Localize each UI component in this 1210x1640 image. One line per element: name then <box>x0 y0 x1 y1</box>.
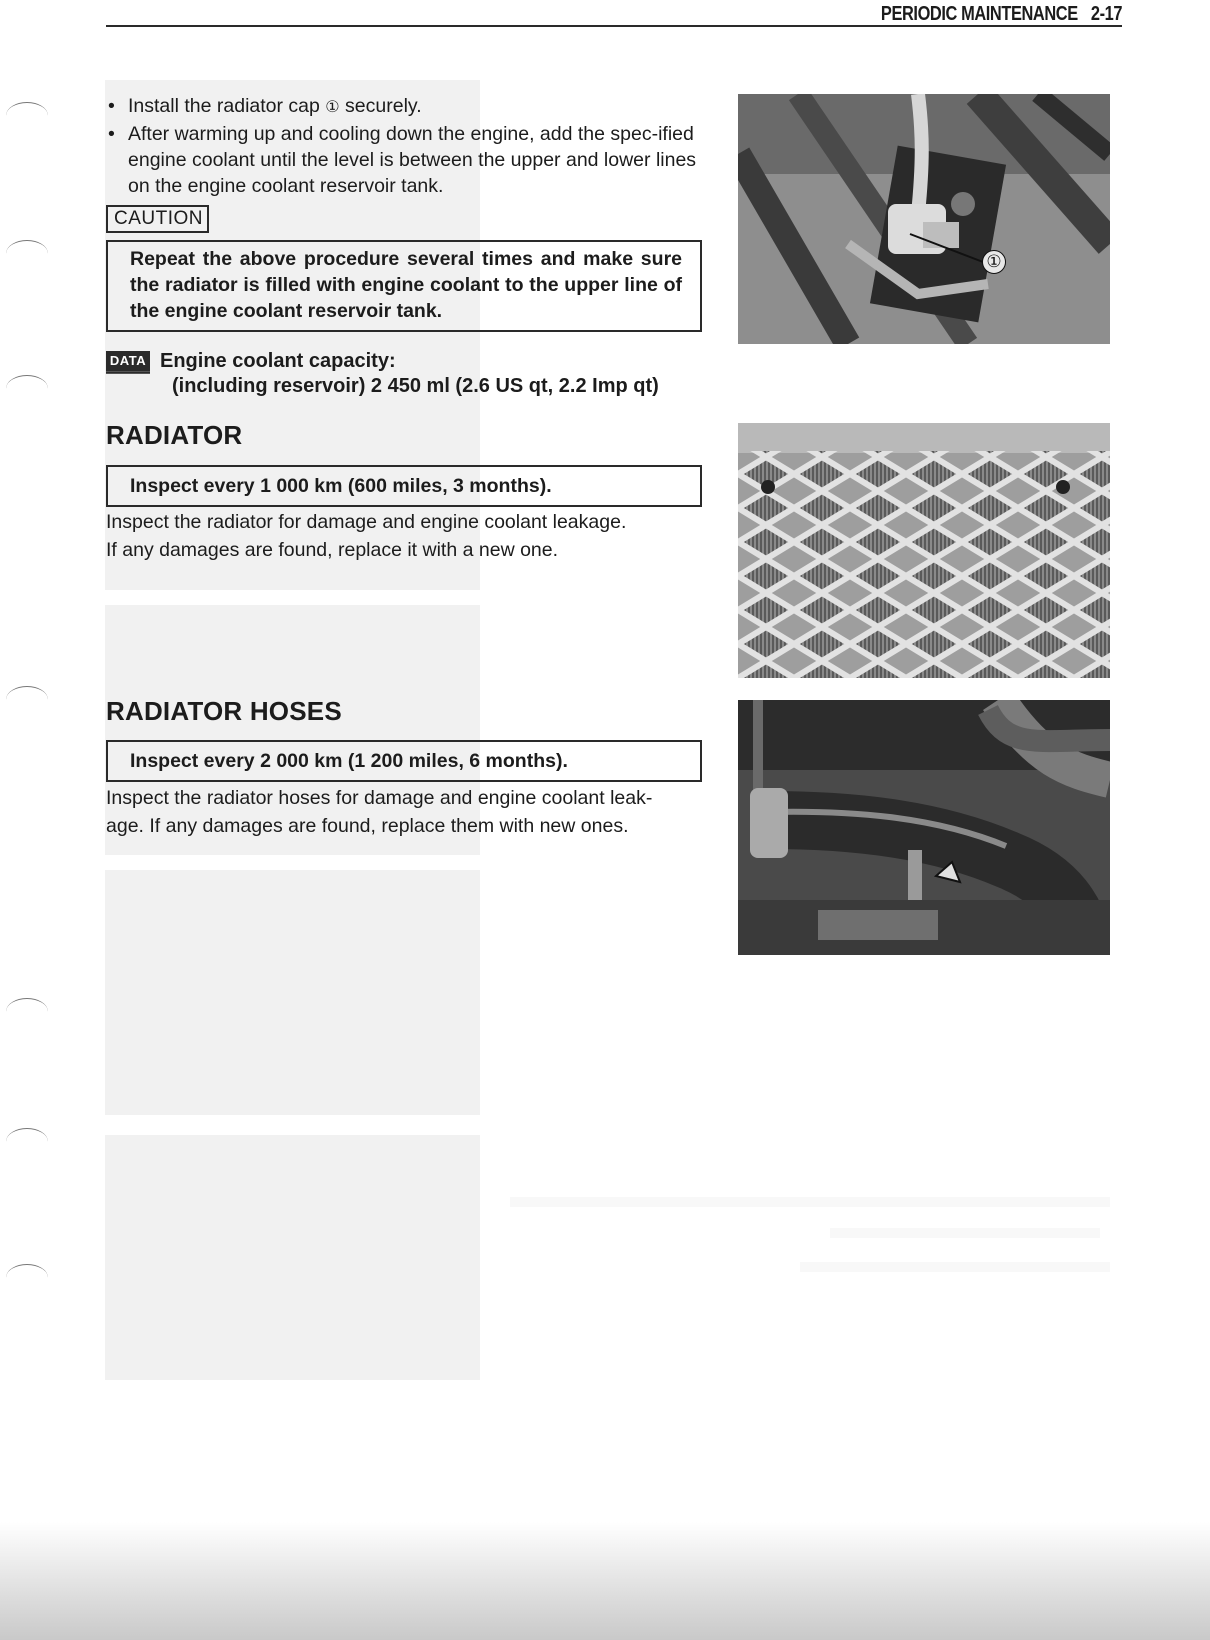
show-through-ghost <box>105 870 480 1115</box>
header-rule <box>106 25 1122 27</box>
binder-hole-mark <box>6 1264 48 1291</box>
binder-hole-mark <box>6 998 48 1025</box>
photo-radiator-grille <box>738 423 1110 678</box>
section-heading-radiator: RADIATOR <box>106 420 243 450</box>
scan-shadow <box>0 1522 1210 1640</box>
list-item: • Install the radiator cap ① securely. <box>106 93 706 121</box>
photo-radiator-grille-drawing <box>738 423 1110 678</box>
section-title: PERIODIC MAINTENANCE <box>880 3 1078 25</box>
section-heading-radiator-hoses: RADIATOR HOSES <box>106 696 342 726</box>
running-header <box>881 3 1122 26</box>
photo-radiator-hoses-drawing <box>738 700 1110 955</box>
page-number: 2-17 <box>1090 3 1122 25</box>
photo-radiator-cap <box>738 94 1110 344</box>
callout-marker: ① <box>982 250 1006 274</box>
data-icon: DATA <box>106 351 150 374</box>
binder-hole-mark <box>6 240 48 267</box>
show-through-ghost <box>510 1197 1110 1207</box>
caution-box: Repeat the above procedure several times and make sure the radiator is filled with engine coolant to the upper line of the engine coolant reservoir tank. <box>106 240 702 332</box>
binder-hole-mark <box>6 102 48 129</box>
show-through-ghost <box>830 1228 1100 1238</box>
reference-marker: ① <box>325 99 340 116</box>
text-line: If any damages are found, replace it with a new one. <box>106 539 559 561</box>
coolant-steps <box>106 93 706 199</box>
list-item: • After warming up and cooling down the engine, add the spec-ified engine coolant until the level is between the upper and lower lines on the engine coolant reservoir tank. <box>106 121 706 199</box>
text-line: Inspect the radiator hoses for damage and engine coolant leak- <box>106 787 653 809</box>
text-line: age. If any damages are found, replace them with new ones. <box>106 815 629 837</box>
binder-hole-mark <box>6 686 48 713</box>
binder-hole-mark <box>6 375 48 402</box>
capacity-value: (including reservoir) 2 450 ml (2.6 US qt, 2.2 Imp qt) <box>172 375 659 397</box>
photo-radiator-cap-drawing <box>738 94 1110 344</box>
capacity-spec <box>106 347 396 375</box>
radiator-instructions <box>106 508 706 564</box>
show-through-ghost <box>800 1262 1110 1272</box>
text-line: Inspect the radiator for damage and engine coolant leakage. <box>106 511 627 533</box>
show-through-ghost <box>105 1135 480 1380</box>
capacity-label: Engine coolant capacity: <box>160 350 396 372</box>
radiator-interval-box: Inspect every 1 000 km (600 miles, 3 months). <box>106 465 702 507</box>
caution-label: CAUTION <box>106 205 209 233</box>
hoses-instructions <box>106 784 706 840</box>
hoses-interval-box: Inspect every 2 000 km (1 200 miles, 6 months). <box>106 740 702 782</box>
photo-radiator-hoses <box>738 700 1110 955</box>
binder-hole-mark <box>6 1128 48 1155</box>
